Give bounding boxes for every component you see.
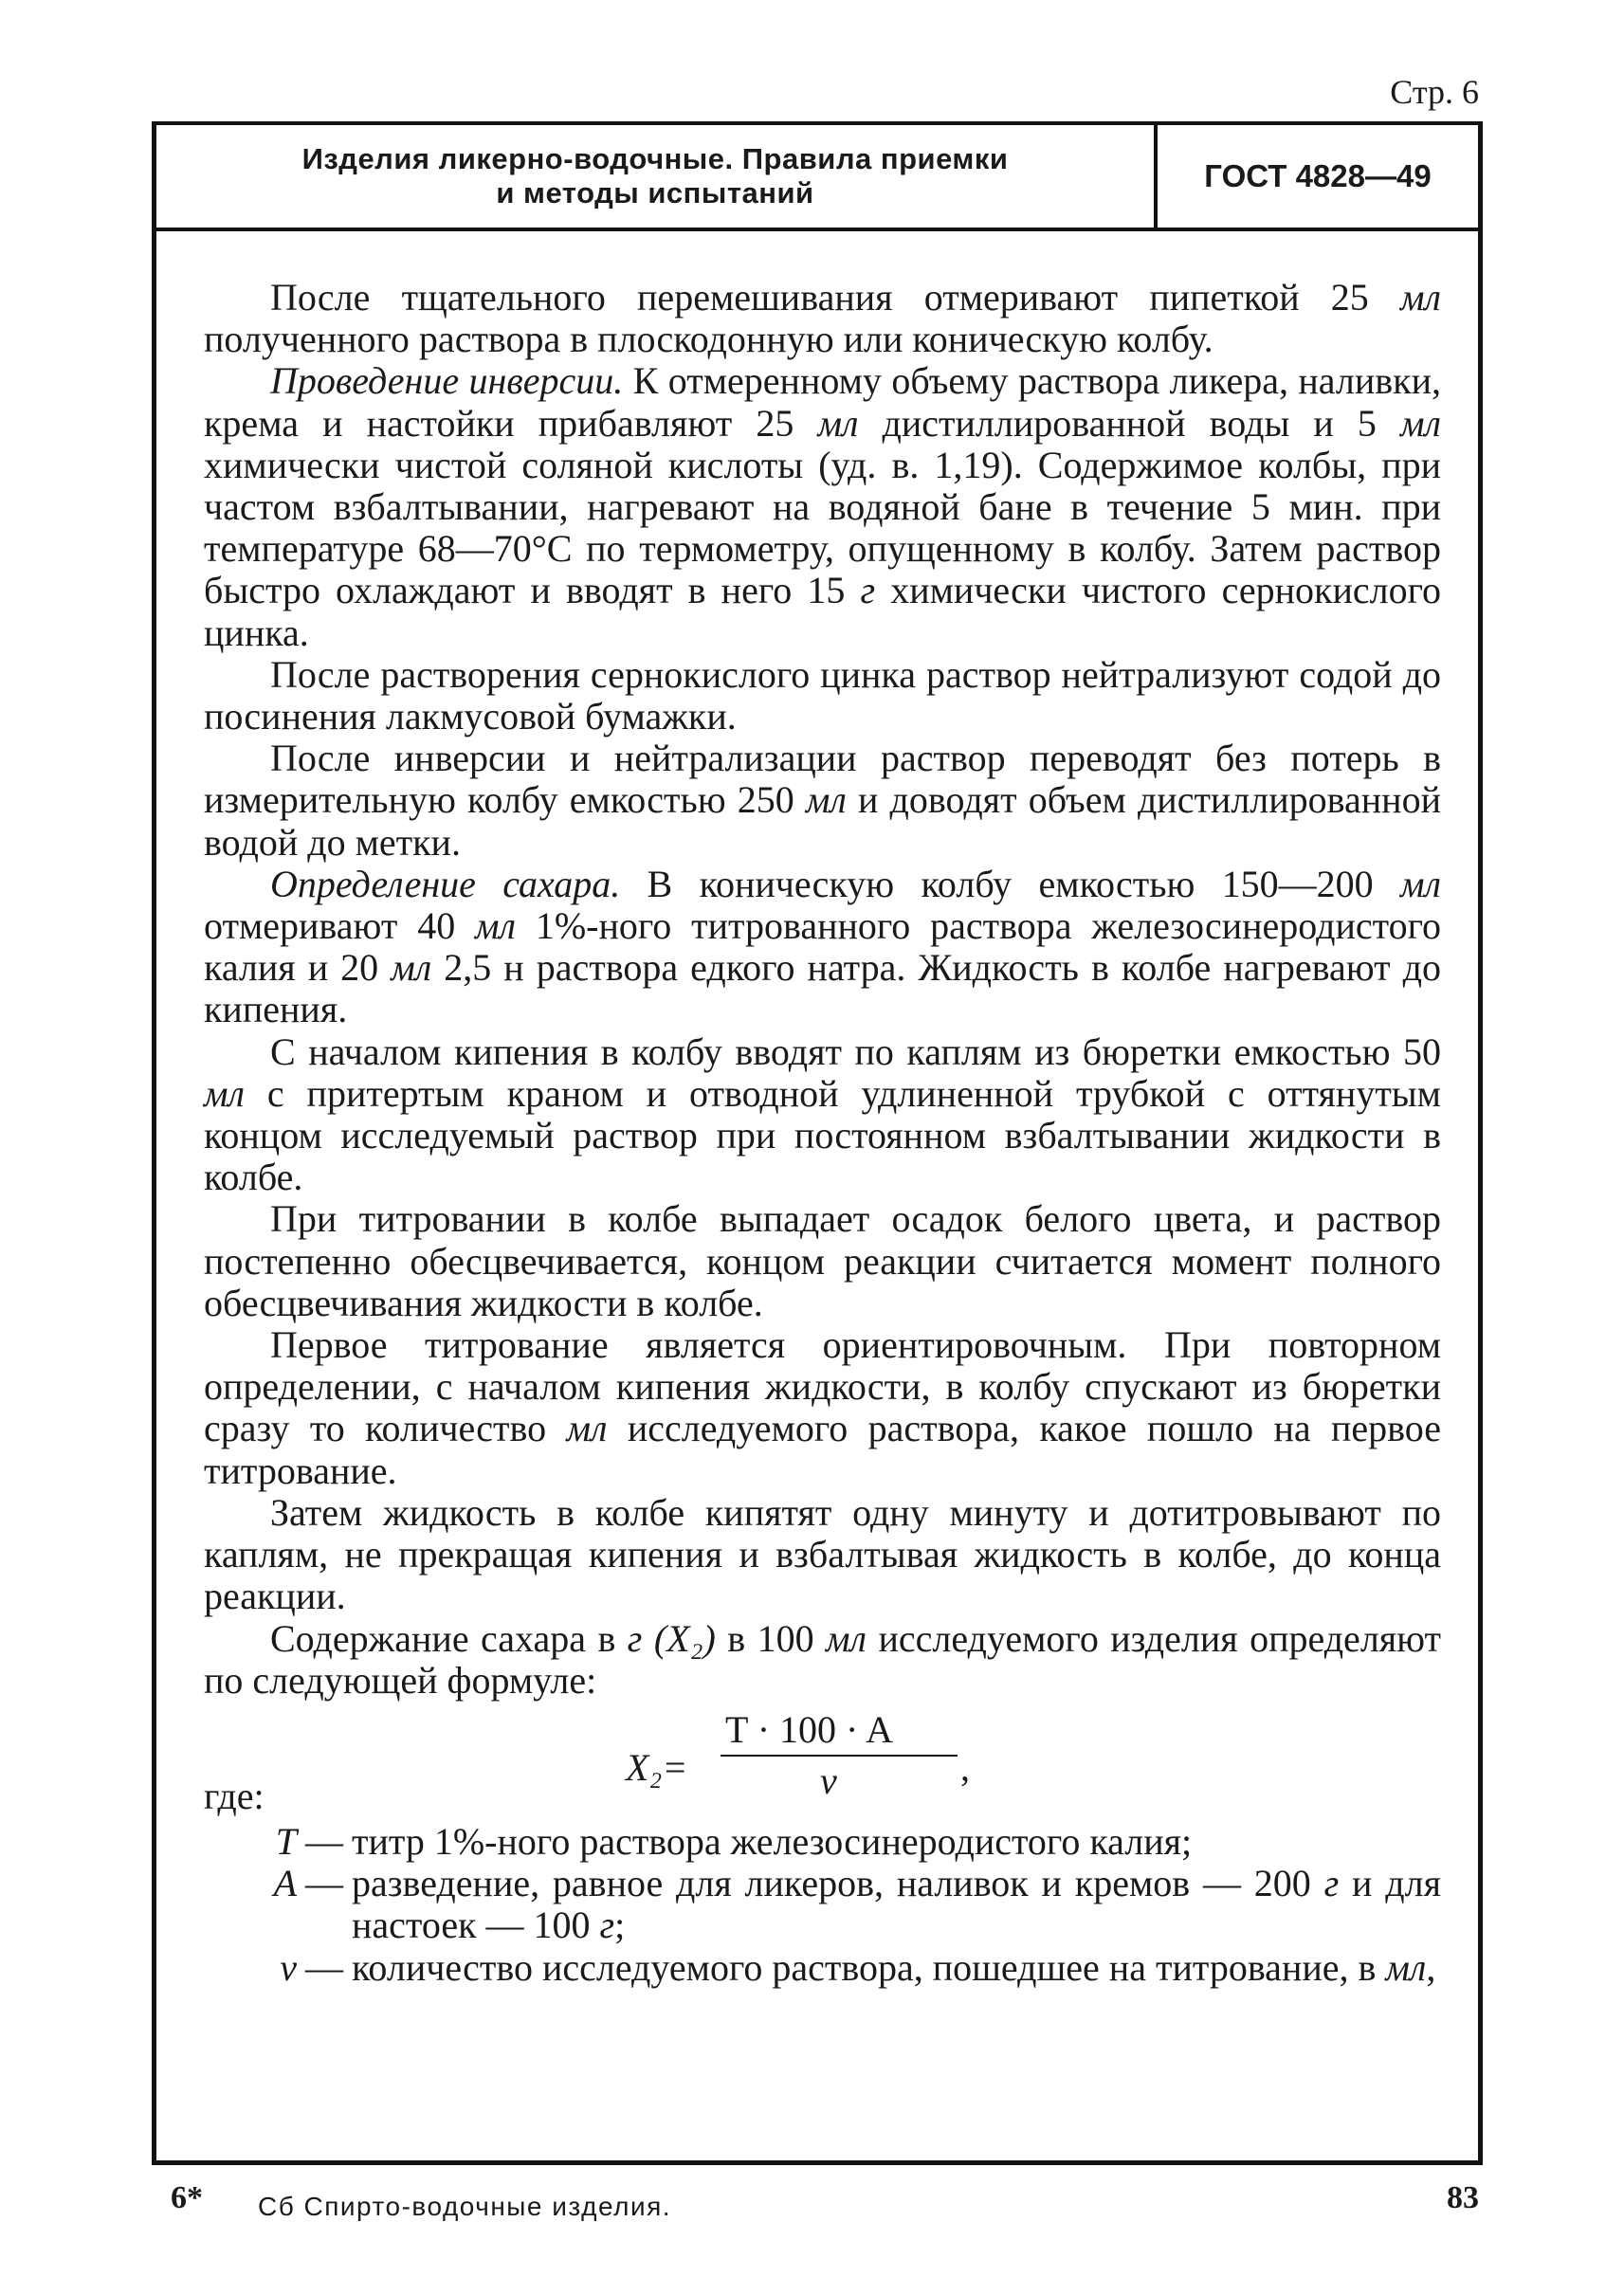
text: и для настоек — 100 xyxy=(352,1862,1441,1947)
signature-mark: 6* xyxy=(171,2180,203,2215)
text: С началом кипения в колбу вводят по каплям из бюретки емкостью 50 xyxy=(270,1029,1441,1073)
definition-symbol: T xyxy=(275,1819,297,1863)
document-title xyxy=(156,125,1158,228)
definitions-list xyxy=(204,1821,1441,1989)
definition-A xyxy=(204,1863,1441,1946)
unit: г xyxy=(627,1616,643,1660)
definition-text: титр 1%-ного раствора железосинеродистого калия; xyxy=(352,1819,1193,1863)
page-frame xyxy=(152,121,1483,2165)
section-heading: Проведение инверсии. xyxy=(270,359,624,403)
text: полученного раствора в плоскодонную или коническую колбу. xyxy=(204,318,1213,361)
definition-text xyxy=(352,1947,1441,1989)
unit: мл xyxy=(204,1071,245,1115)
definition-dash: — xyxy=(305,1862,343,1905)
unit: г xyxy=(860,569,876,612)
text: Первое титрование является ориентировочным. При повторном определении, с началом кипения жидкости, в колбу спускают из бюретки сразу то количество xyxy=(204,1323,1441,1450)
text: в 100 xyxy=(715,1616,827,1660)
definition-symbol: v xyxy=(280,1945,297,1989)
definition-T xyxy=(204,1821,1441,1863)
unit: мл xyxy=(1400,276,1441,319)
text: и доводят объем дистиллированной водой до метки. xyxy=(204,778,1441,864)
where-label: где: xyxy=(204,1774,265,1817)
paragraph-9: Затем жидкость в колбе кипятят одну минуту и дотитровывают по каплям, не прекращая кипения и взбалтывая жидкость в колбе, до конца реакции. xyxy=(204,1490,1441,1618)
text: количество исследуемого раствора, пошедшее на титрование, в xyxy=(352,1945,1386,1989)
unit: мл xyxy=(1400,401,1441,445)
definition-dash: — xyxy=(305,1819,343,1863)
definition-dash: — xyxy=(305,1945,343,1989)
paragraph-6 xyxy=(204,1031,1441,1199)
definition-symbol: A xyxy=(273,1862,297,1905)
standard-number: ГОСТ 4828—49 xyxy=(1204,158,1432,193)
text: исследуемого раствора, какое пошло на первое титрование. xyxy=(204,1407,1441,1492)
formula-comma: , xyxy=(960,1745,970,1789)
text: химически чистого сернокислого цинка. xyxy=(204,569,1442,654)
text: с притертым краном и отводной удлиненной трубкой с оттянутым концом исследуемый раствор при постоянном взбалтывании жидкости в колбе. xyxy=(204,1071,1441,1199)
unit: г xyxy=(599,1903,615,1947)
text: отмеривают 40 xyxy=(204,904,476,948)
unit: мл xyxy=(826,1616,867,1660)
header xyxy=(156,125,1478,231)
section-heading: Определение сахара. xyxy=(270,862,621,905)
formula-lhs: X₂= xyxy=(626,1745,688,1789)
text: дистиллированной воды и 5 xyxy=(858,401,1401,445)
unit: мл xyxy=(1385,1945,1427,1989)
text: 2,5 н раствора едкого натра. Жидкость в колбе нагревают до кипения. xyxy=(204,946,1441,1031)
text: После тщательного перемешивания отмеривают пипеткой 25 xyxy=(270,276,1401,319)
formula-denominator: v xyxy=(820,1758,837,1802)
definition-text xyxy=(352,1863,1441,1946)
text: исследуемого изделия определяют по следующей формуле: xyxy=(204,1616,1442,1702)
fraction-bar xyxy=(721,1755,958,1757)
unit: г xyxy=(1323,1862,1340,1905)
paragraph-4 xyxy=(204,738,1441,864)
paragraph-8 xyxy=(204,1324,1441,1492)
document-body xyxy=(204,277,1441,1989)
text: В коническую колбу емкостью 150—200 xyxy=(620,862,1401,905)
paragraph-10 xyxy=(204,1618,1441,1702)
formula-numerator: T · 100 · A xyxy=(725,1707,894,1751)
text: Содержание сахара в xyxy=(270,1616,628,1660)
unit: мл xyxy=(805,778,847,822)
collection-title: Сб Спирто-водочные изделия. xyxy=(258,2192,672,2221)
unit: мл xyxy=(475,904,516,948)
unit: мл xyxy=(817,401,859,445)
paragraph-7: При титровании в колбе выпадает осадок белого цвета, и раствор постепенно обесцвечивается, концом реакции считается момент полного обесцвечивания жидкости в колбе. xyxy=(204,1197,1441,1324)
definition-v xyxy=(204,1947,1441,1989)
text: , xyxy=(1426,1945,1436,1989)
paragraph-1 xyxy=(204,277,1441,360)
text: К отмеренному объему раствора ликера, наливки, крема и настойки прибавляют 25 xyxy=(204,359,1442,445)
text: После инверсии и нейтрализации раствор переводят без потерь в измерительную колбу емкостью 250 xyxy=(204,737,1441,822)
title-line-2: и методы испытаний xyxy=(496,176,814,209)
unit: мл xyxy=(566,1407,608,1450)
unit: мл xyxy=(1400,862,1441,905)
paragraph-2 xyxy=(204,360,1441,653)
text: химически чистой соляной кислоты (уд. в. 1,19). Содержимое колбы, при частом взбалтывании, нагревают на водяной бане в течение 5 мин. при температуре 68—70°С по термометру, опущенному в колбу. Затем раствор быстро охлаждают и вводят в него 15 xyxy=(204,443,1441,612)
paragraph-5 xyxy=(204,864,1441,1031)
unit: мл xyxy=(391,946,432,990)
paragraph-3: После растворения сернокислого цинка раствор нейтрализуют содой до посинения лакмусовой бумажки. xyxy=(204,652,1441,738)
symbol: (X₂) xyxy=(642,1616,716,1660)
text: 1%-ного титрованного раствора железосинеродистого калия и 20 xyxy=(204,904,1441,990)
folio-number: 83 xyxy=(1447,2180,1479,2215)
sugar-formula xyxy=(204,1707,1441,1817)
text: ; xyxy=(614,1903,626,1947)
text: разведение, равное для ликеров, наливок и кремов — 200 xyxy=(352,1862,1324,1905)
title-line-1: Изделия ликерно-водочные. Правила приемки xyxy=(301,142,1009,175)
page-number: Стр. 6 xyxy=(1390,73,1479,111)
